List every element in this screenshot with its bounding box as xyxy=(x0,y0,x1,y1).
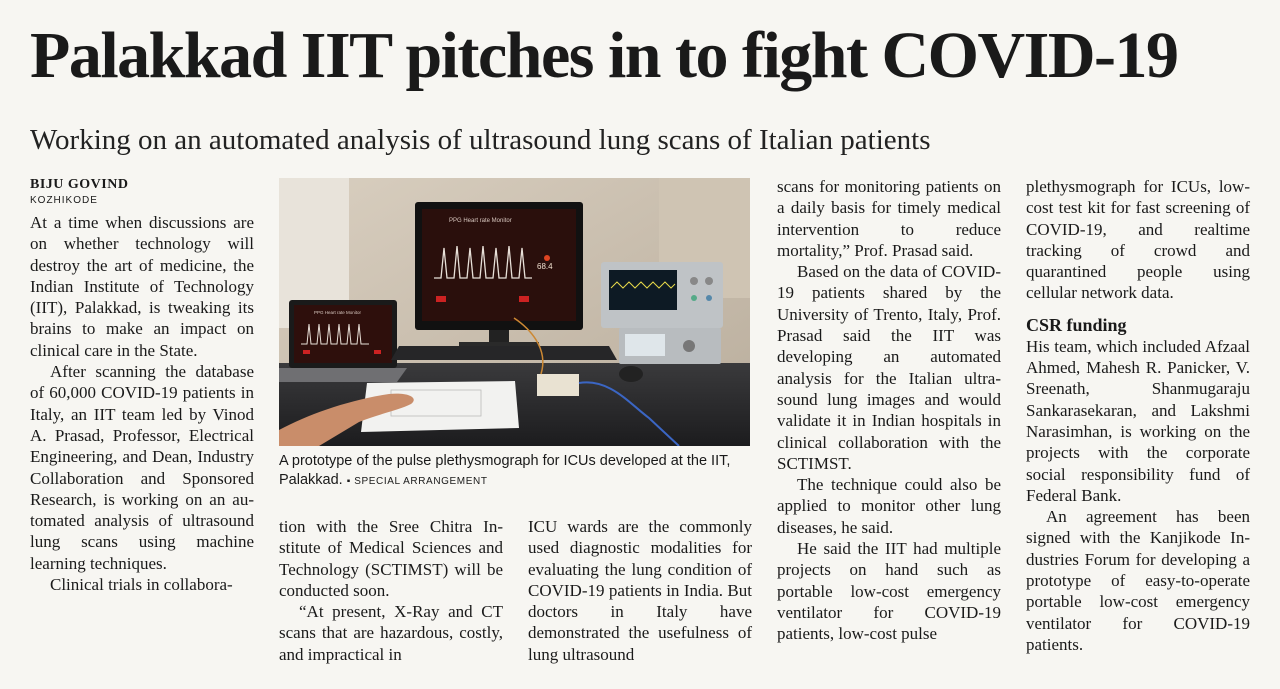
paragraph: After scanning the database of 60,000 COVID-19 patients in Italy, an IIT team led by Vinod A. Prasad, Professor, Electrical Engineering, and Dean, Industry Collaboration and Sponsored Research, is working on an automated analysis of ultrasound lung scans using machine learning techniques. xyxy=(30,362,254,573)
caption-text: A prototype of the pulse plethysmograph for ICUs developed at the IIT, Palakkad. xyxy=(279,453,731,488)
headline: Palakkad IIT pitches in to fight COVID-19 xyxy=(30,19,1178,92)
byline: BIJU GOVIND xyxy=(30,177,129,192)
dateline: KOZHIKODE xyxy=(30,195,98,206)
photo-illustration xyxy=(279,178,750,446)
paragraph: “At present, X-Ray and CT scans that are hazardous, costly, and impractical in xyxy=(279,602,503,664)
laptop-title: PPG Heart rate Monitor xyxy=(314,310,362,315)
photo-caption xyxy=(279,452,754,491)
article-column-2 xyxy=(279,516,503,665)
paragraph: tion with the Sree Chitra Institute of Medical Sciences and Technology (SCTIMST) will be conducted soon. xyxy=(279,517,503,600)
paragraph: An agreement has been signed with the Kanjikode Industries Forum for developing a prototype of easy-to-operate portable low-cost emergency ventilator for COVID-19 patients. xyxy=(1026,507,1250,654)
article-column-4 xyxy=(777,176,1001,645)
paragraph: His team, which included Afzaal Ahmed, Mahesh R. Panicker, V. Sreenath, Shanmugaraju Sankarasekaran, and Lakshmi Narasimhan, is working on the projects with the corporate social responsibility fund of Federal Bank. xyxy=(1026,336,1250,505)
article-column-3 xyxy=(528,516,752,665)
subheadline: Working on an automated analysis of ultrasound lung scans of Italian patients xyxy=(30,124,931,156)
monitor-title: PPG Heart rate Monitor xyxy=(449,218,512,224)
paragraph: scans for monitoring patients on a daily basis for timely medical intervention to reduce mortality,” Prof. Prasad said. xyxy=(777,177,1001,260)
article-photo xyxy=(279,178,750,446)
article-column-1 xyxy=(30,176,254,595)
paragraph: ICU wards are the commonly used diagnostic modalities for evaluating the lung condition of COVID-19 patients in India. But doctors in Italy have demonstrated the usefulness of lung ultrasound xyxy=(528,517,752,664)
paragraph: Clinical trials in collabora- xyxy=(50,575,233,595)
paragraph: At a time when discussions are on whether technology will destroy the art of medicine, the Indian Institute of Technology (IIT), Palakkad, is tweaking its brains to make an impact on clinical care in the State. xyxy=(30,213,254,360)
crosshead: CSR funding xyxy=(1026,314,1127,335)
photo-credit: ▪ SPECIAL ARRANGEMENT xyxy=(346,476,488,487)
paragraph: He said the IIT had multiple projects on hand such as portable low-cost emergency ventilator for COVID-19 patients, low-cost pulse xyxy=(777,539,1001,644)
monitor-value: 68.4 xyxy=(537,262,553,271)
article-column-5 xyxy=(1026,176,1250,655)
paragraph: Based on the data of COVID-19 patients shared by the University of Trento, Italy, Prof. Prasad said the IIT was developing an automated analysis for the Italian ultrasound lung images and would validate it in Indian hospitals in clinical collaboration with the SCTIMST. xyxy=(777,262,1001,473)
paragraph: plethysmograph for ICUs, low-cost test kit for fast screening of COVID-19, and realtime tracking of crowd and quarantined people using cellular network data. xyxy=(1026,177,1250,303)
paragraph: The technique could also be applied to monitor other lung diseases, he said. xyxy=(777,475,1001,537)
